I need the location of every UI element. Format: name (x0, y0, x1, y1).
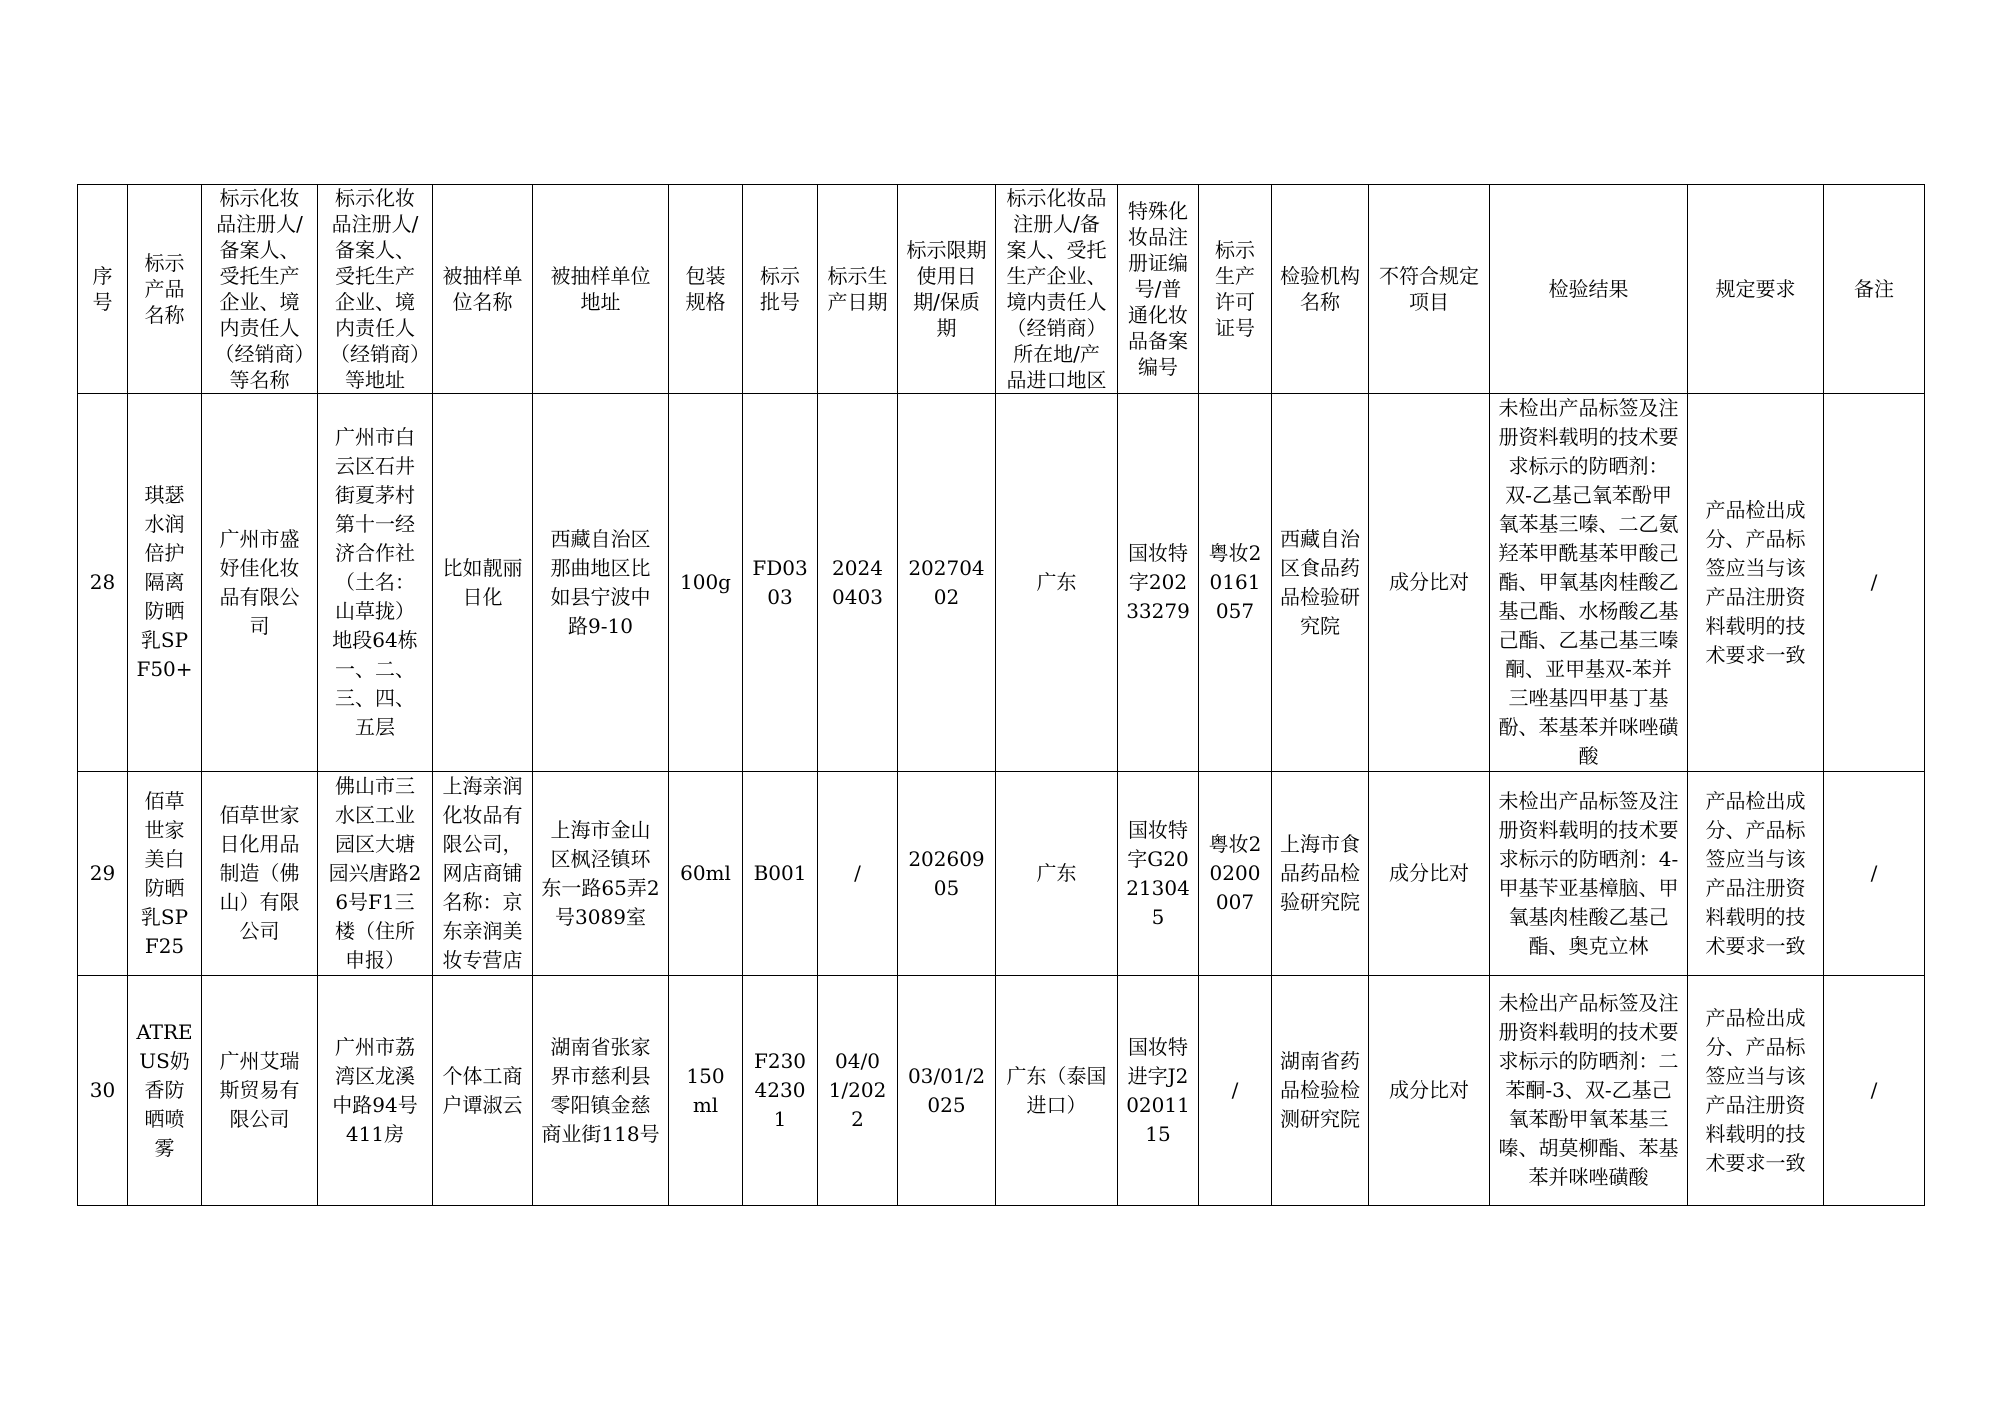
table-cell: 60ml (669, 772, 743, 976)
header-cell: 被抽样单位名称 (433, 185, 533, 394)
header-cell: 被抽样单位地址 (533, 185, 669, 394)
table-cell: 上海亲润化妆品有限公司，网店商铺名称：京东亲润美妆专营店 (433, 772, 533, 976)
header-cell: 不符合规定项目 (1369, 185, 1490, 394)
table-cell: F23042301 (743, 976, 818, 1206)
table-cell: 佰草世家美白防晒乳SPF25 (128, 772, 202, 976)
table-cell: 上海市金山区枫泾镇环东一路65弄2号3089室 (533, 772, 669, 976)
header-cell: 规定要求 (1688, 185, 1824, 394)
header-cell: 标示产品名称 (128, 185, 202, 394)
header-cell: 检验结果 (1490, 185, 1688, 394)
table-cell: 广东 (996, 394, 1118, 772)
table-cell: 上海市食品药品检验研究院 (1272, 772, 1369, 976)
table-cell: 个体工商户谭淑云 (433, 976, 533, 1206)
header-cell: 标示生产日期 (818, 185, 898, 394)
table-cell: / (1824, 976, 1925, 1206)
table-cell: 西藏自治区食品药品检验研究院 (1272, 394, 1369, 772)
table-cell: 04/01/2022 (818, 976, 898, 1206)
header-cell: 标示化妆品注册人/备案人、受托生产企业、境内责任人（经销商）等地址 (318, 185, 433, 394)
table-cell: 30 (78, 976, 128, 1206)
table-cell: 28 (78, 394, 128, 772)
table-cell: 广州市荔湾区龙溪中路94号411房 (318, 976, 433, 1206)
table-cell: 产品检出成分、产品标签应当与该产品注册资料载明的技术要求一致 (1688, 772, 1824, 976)
table-cell: B001 (743, 772, 818, 976)
table-cell: 广州市白云区石井街夏茅村第十一经济合作社（土名：山草拢）地段64栋一、二、三、四、五层 (318, 394, 433, 772)
table-cell: FD0303 (743, 394, 818, 772)
table-cell: 成分比对 (1369, 772, 1490, 976)
table-cell: / (1824, 772, 1925, 976)
table-cell: 广州市盛妤佳化妆品有限公司 (202, 394, 318, 772)
table-cell: 佛山市三水区工业园区大塘园兴唐路26号F1三楼（住所申报） (318, 772, 433, 976)
table-cell: / (1824, 394, 1925, 772)
header-cell: 标示批号 (743, 185, 818, 394)
header-cell: 标示限期使用日期/保质期 (898, 185, 996, 394)
header-cell: 备注 (1824, 185, 1925, 394)
table-cell: 未检出产品标签及注册资料载明的技术要求标示的防晒剂：二苯酮-3、双-乙基己氧苯酚甲氧苯基三嗪、胡莫柳酯、苯基苯并咪唑磺酸 (1490, 976, 1688, 1206)
table-cell: 产品检出成分、产品标签应当与该产品注册资料载明的技术要求一致 (1688, 394, 1824, 772)
table-cell: 广东 (996, 772, 1118, 976)
header-cell: 检验机构名称 (1272, 185, 1369, 394)
table-cell: 西藏自治区那曲地区比如县宁波中路9-10 (533, 394, 669, 772)
header-cell: 标示化妆品注册人/备案人、受托生产企业、境内责任人（经销商）所在地/产品进口地区 (996, 185, 1118, 394)
inspection-results-table (77, 184, 1925, 1206)
table-cell: 产品检出成分、产品标签应当与该产品注册资料载明的技术要求一致 (1688, 976, 1824, 1206)
table-cell: 成分比对 (1369, 976, 1490, 1206)
header-cell: 包装规格 (669, 185, 743, 394)
table-cell: / (1199, 976, 1272, 1206)
table-cell: 29 (78, 772, 128, 976)
table-cell: 湖南省药品检验检测研究院 (1272, 976, 1369, 1206)
table-cell: 未检出产品标签及注册资料载明的技术要求标示的防晒剂：双-乙基己氧苯酚甲氧苯基三嗪、二乙氨羟苯甲酰基苯甲酸己酯、甲氧基肉桂酸乙基己酯、水杨酸乙基己酯、乙基己基三嗪酮、亚甲基双-苯并三唑基四甲基丁基酚、苯基苯并咪唑磺酸 (1490, 394, 1688, 772)
table-cell: 100g (669, 394, 743, 772)
table-header-row (78, 185, 1925, 394)
table-cell: 国妆特进字J20201115 (1118, 976, 1199, 1206)
table-cell: ATREUS奶香防晒喷雾 (128, 976, 202, 1206)
table-cell: 03/01/2025 (898, 976, 996, 1206)
table-cell: 20270402 (898, 394, 996, 772)
table-cell: 粤妆20200007 (1199, 772, 1272, 976)
table-cell: 广东（泰国进口） (996, 976, 1118, 1206)
header-cell: 特殊化妆品注册证编号/普通化妆品备案编号 (1118, 185, 1199, 394)
table-cell: 佰草世家日化用品制造（佛山）有限公司 (202, 772, 318, 976)
table-cell: 比如靓丽日化 (433, 394, 533, 772)
table-cell: 湖南省张家界市慈利县零阳镇金慈商业街118号 (533, 976, 669, 1206)
table-cell: 国妆特字G20213045 (1118, 772, 1199, 976)
table-row (78, 772, 1925, 976)
table-cell: 粤妆20161057 (1199, 394, 1272, 772)
header-cell: 标示化妆品注册人/备案人、受托生产企业、境内责任人（经销商）等名称 (202, 185, 318, 394)
table-cell: 20240403 (818, 394, 898, 772)
table-cell: 成分比对 (1369, 394, 1490, 772)
table-cell: 琪瑟水润倍护隔离防晒乳SPF50+ (128, 394, 202, 772)
header-cell: 序号 (78, 185, 128, 394)
table-row (78, 394, 1925, 772)
table-cell: 20260905 (898, 772, 996, 976)
table-row (78, 976, 1925, 1206)
table-cell: 国妆特字20233279 (1118, 394, 1199, 772)
header-cell: 标示生产许可证号 (1199, 185, 1272, 394)
table-cell: / (818, 772, 898, 976)
table-cell: 150ml (669, 976, 743, 1206)
table-cell: 未检出产品标签及注册资料载明的技术要求标示的防晒剂：4-甲基苄亚基樟脑、甲氧基肉桂酸乙基己酯、奥克立林 (1490, 772, 1688, 976)
table-cell: 广州艾瑞斯贸易有限公司 (202, 976, 318, 1206)
